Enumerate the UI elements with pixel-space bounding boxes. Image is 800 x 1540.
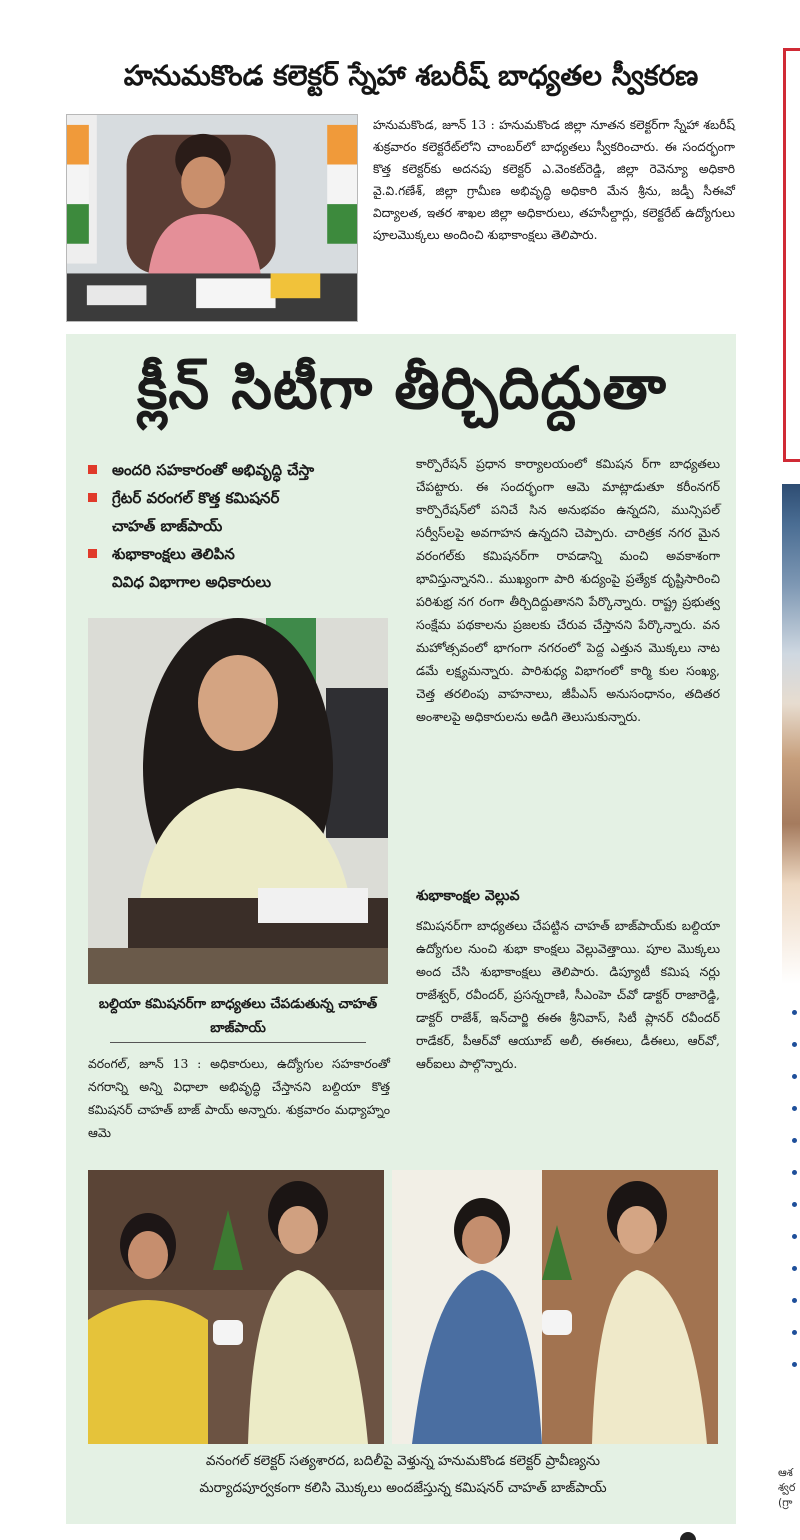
highlight-item: గ్రేటర్ వరంగల్ కొత్త కమిషనర్ చాహత్ బాజ్‌పాయ్ bbox=[88, 484, 388, 540]
article2-subhead: శుభాకాంక్షల వెల్లువ bbox=[416, 888, 520, 904]
adjacent-ad-border bbox=[783, 48, 800, 462]
article2-subhead-text: కమిషనర్‌గా బాధ్యతలు చేపట్టిన చాహత్ బాజ్‌పాయ్‌కు బల్దియా ఉద్యోగుల నుంచి శుభా కాంక్షలు వెల్లువెత్తాయి. పూల మొక్కలు అంద చేసి శుభాకాంక్షలు తెలిపారు. డిప్యూటీ కమిష నర్లు రాజేశ్వర్, రవీందర్, ప్రసన్నరాణి, సీఎంహె చ్‌వో డాక్టర్ రాజారెడ్డి, డాక్టర్ రాజేశ్, ఇన్‌చార్జి ఈఈ శ్రీనివాస్, సిటీ ప్లానర్ రవీందర్ రాడేకర్, పీఆర్‌వో ఆయూబ్ అలీ, ఈఈలు, డీఈలు, ఆర్‌వో, ఆర్ఐలు పాల్గొన్నారు. bbox=[416, 918, 720, 1071]
greeting-photos-caption bbox=[88, 1448, 718, 1502]
caption-underline bbox=[110, 1042, 366, 1043]
greeting-photo-right bbox=[392, 1170, 718, 1444]
adjacent-text-snippet: ఆశ శ్వర (గ్రా bbox=[778, 1466, 796, 1509]
article1-body: హనుమకొండ, జూన్ 13 : హనుమకొండ జిల్లా నూతన కలెక్టర్‌గా స్నేహా శబరీష్ శుక్రవారం కలెక్టరేట్‌లోని చాంబర్‌లో బాధ్యతలు స్వీకరించారు. ఈ సందర్భంగా కొత్త కలెక్టర్‌కు అదనపు కలెక్టర్ ఎ.వెంకట్‌రెడ్డి, జిల్లా రెవెన్యూ అధికారి వై.వి.గణేశ్, జిల్లా గ్రామీణ అభివృద్ధి అధికారి మేన శ్రీను, జడ్పీ సీఈవో విద్యాలత, ఇతర శాఖల జిల్లా అధికారులు, తహసీల్దార్లు, కలెక్టరేట్ ఉద్యోగులు పూలమొక్కలు అందించి శుభాకాంక్షలు తెలిపారు. bbox=[373, 118, 735, 242]
article1-headline: హనుమకొండ కలెక్టర్ స్నేహా శబరీష్ బాధ్యతల స్వీకరణ bbox=[123, 59, 699, 92]
caption-line-2: మర్యాదపూర్వకంగా కలిసి మొక్కలు అందజేస్తున్న కమిషనర్ చాహత్ బాజ్‌పాయ్ bbox=[199, 1480, 607, 1496]
article2-right-column: కార్పొరేషన్ ప్రధాన కార్యాలయంలో కమిషన ర్‌గా బాధ్యతలు చేపట్టారు. ఈ సందర్భంగా ఆమె మాట్లాడుతూ కరీంనగర్ కార్పొరేషన్‌లో పనిచే సిన అనుభవం ఉన్నదని, మున్సిపల్ సర్వీస్‌లపై అవగాహన ఉన్నదని చెప్పారు. చారిత్రక నగర మైన వరంగల్‌కు కమిషనర్‌గా రావడాన్ని మంచి అవకాశంగా భావిస్తున్నానని.. ముఖ్యంగా పారి శుద్యంపై ప్రత్యేక దృష్టిసారించి పరిశుభ్ర నగ రంగా తీర్చిదిద్దుతానని పేర్కొన్నారు. రాష్ట్ర ప్రభుత్వ సంక్షేమ పథకాలను ప్రజలకు చేరువ చేస్తానని పేర్కొన్నారు. వన మహోత్సవంలో భాగంగా నగరంలో పెద్ద ఎత్తున మొక్కలు నాట డమే లక్ష్యమన్నారు. పారిశుధ్య విభాగంలో కార్మి కుల సంఖ్య, చెత్త తరలింపు వాహనాలు, జీపీఎస్ అనుసంధానం, తదితర అంశాలపై అధికారులను అడిగి తెలుసుకున్నారు. bbox=[416, 456, 720, 724]
adjacent-bullet-list bbox=[788, 1000, 800, 1380]
article2-headline: క్లీన్ సిటీగా తీర్చిదిద్దుతా bbox=[137, 354, 667, 422]
highlight-item: అందరి సహకారంతో అభివృద్ధి చేస్తా bbox=[88, 456, 388, 484]
commissioner-photo bbox=[88, 618, 388, 984]
page-edge-mark bbox=[680, 1532, 696, 1540]
article2-highlights bbox=[88, 456, 388, 596]
greeting-photo-left bbox=[88, 1170, 384, 1444]
adjacent-photo-strip bbox=[782, 484, 800, 984]
commissioner-photo-caption: బల్దియా కమిషనర్‌గా బాధ్యతలు చేపడుతున్న చాహత్ బాజ్‌పాయ్ bbox=[98, 996, 378, 1036]
article2-lead: వరంగల్, జూన్ 13 : అధికారులు, ఉద్యోగుల సహకారంతో నగరాన్ని అన్ని విధాలా అభివృద్ధి చేస్తానని బల్దియా కొత్త కమిషనర్ చాహత్ బాజ్ పాయ్ అన్నారు. శుక్రవారం మధ్యాహ్నం ఆమె bbox=[88, 1056, 390, 1140]
caption-line-1: వనంగల్ కలెక్టర్ సత్యశారద, బదిలీపై వెళ్తున్న హనుమకొండ కలెక్టర్ ప్రావీణ్యను bbox=[205, 1453, 601, 1469]
highlight-item: శుభాకాంక్షలు తెలిపిన వివిధ విభాగాల అధికారులు bbox=[88, 540, 388, 596]
collector-photo bbox=[66, 114, 358, 322]
